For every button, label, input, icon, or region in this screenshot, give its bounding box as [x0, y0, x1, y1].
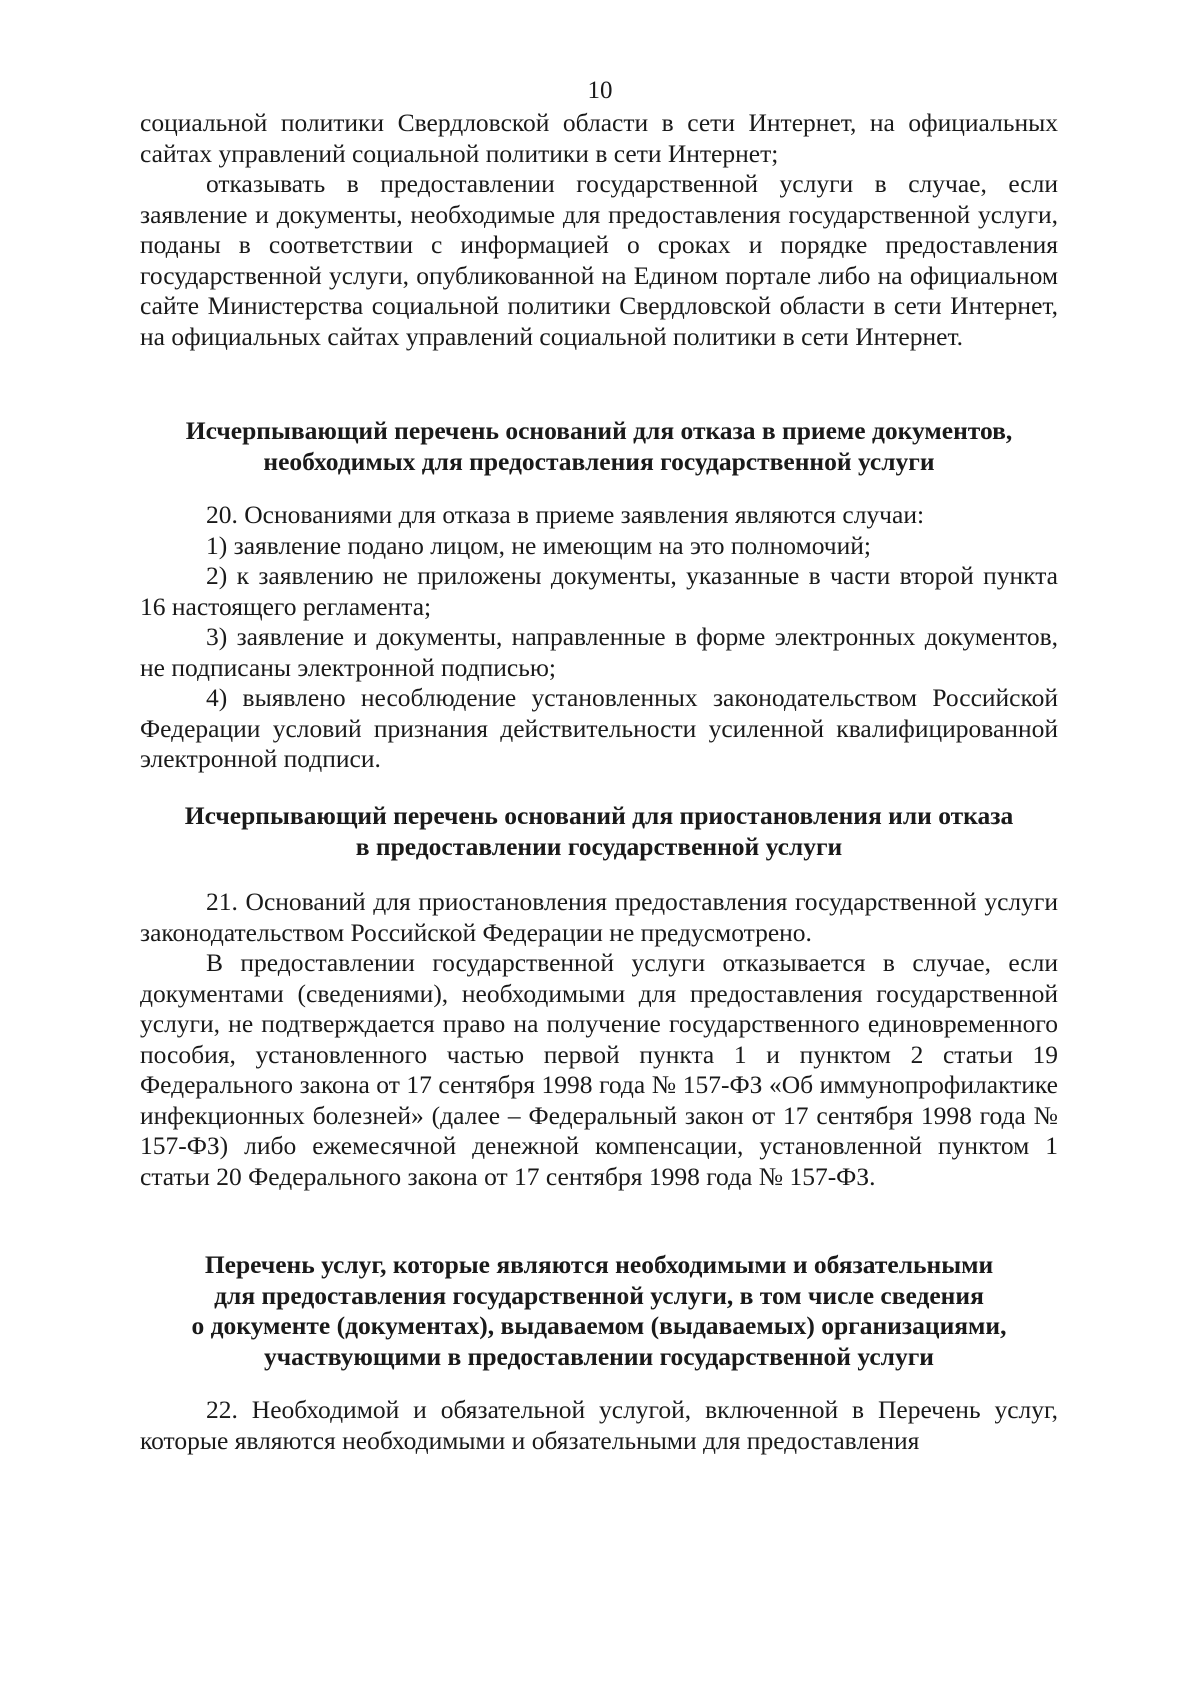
paragraph: 21. Оснований для приостановления предоставления государственной услуги законодательством Российской Федерации не предусмотрено. — [140, 887, 1058, 947]
section-20 — [140, 500, 1058, 775]
paragraph: социальной политики Свердловской области в сети Интернет, на официальных сайтах управлений социальной политики в сети Интернет; — [140, 108, 1058, 168]
heading-line: Исчерпывающий перечень оснований для приостановления или отказа — [184, 801, 1014, 830]
paragraph: 20. Основаниями для отказа в приеме заявления являются случаи: — [206, 500, 925, 529]
heading-line: в предоставлении государственной услуги — [355, 831, 843, 861]
list-item: 4) выявлено несоблюдение установленных законодательством Российской Федерации условий признания действительности усиленной квалифицированной электронной подписи. — [140, 683, 1058, 773]
section-heading — [140, 416, 1058, 477]
section-21 — [140, 887, 1058, 1192]
section-22 — [140, 1395, 1058, 1456]
paragraph: В предоставлении государственной услуги отказывается в случае, если документами (сведениями), необходимыми для предоставления государственной услуги, не подтверждается право на получение государственного единовременного пособия, установленного частью первой пункта 1 и пунктом 2 статьи 19 Федерального закона от 17 сентября 1998 года № 157-ФЗ «Об иммунопрофилактике инфекционных болезней» (далее – Федеральный закон от 17 сентября 1998 года № 157-ФЗ) либо ежемесячной денежной компенсации, установленной пунктом 1 статьи 20 Федерального закона от 17 сентября 1998 года № 157-ФЗ. — [140, 948, 1058, 1191]
heading-line: для предоставления государственной услуги, в том числе сведения — [214, 1280, 984, 1310]
heading-line: участвующими в предоставлении государственной услуги — [264, 1341, 934, 1371]
paragraph: отказывать в предоставлении государственной услуги в случае, если заявление и документы, необходимые для предоставления государственной услуги, поданы в соответствии с информацией о сроках и порядке предоставления государственной услуги, опубликованной на Едином портале либо на официальном сайте Министерства социальной политики Свердловской области в сети Интернет, на официальных сайтах управлений социальной политики в сети Интернет. — [140, 169, 1058, 351]
page-number: 10 — [587, 77, 613, 104]
list-item: 1) заявление подано лицом, не имеющим на это полномочий; — [206, 530, 871, 560]
section-heading — [140, 801, 1058, 862]
section-heading — [140, 1250, 1058, 1372]
section-19-tail — [140, 108, 1058, 352]
heading-line: Перечень услуг, которые являются необходимыми и обязательными — [204, 1250, 994, 1279]
heading-line: о документе (документах), выдаваемом (выдаваемых) организациями, — [191, 1311, 1007, 1340]
paragraph: 22. Необходимой и обязательной услугой, включенной в Перечень услуг, которые являются необходимыми и обязательными для предоставления — [140, 1395, 1058, 1455]
heading-line: Исчерпывающий перечень оснований для отказа в приеме документов, — [185, 416, 1013, 445]
list-item: 2) к заявлению не приложены документы, указанные в части второй пункта 16 настоящего регламента; — [140, 561, 1058, 621]
heading-line: необходимых для предоставления государственной услуги — [263, 446, 935, 476]
list-item: 3) заявление и документы, направленные в форме электронных документов, не подписаны электронной подписью; — [140, 622, 1058, 682]
